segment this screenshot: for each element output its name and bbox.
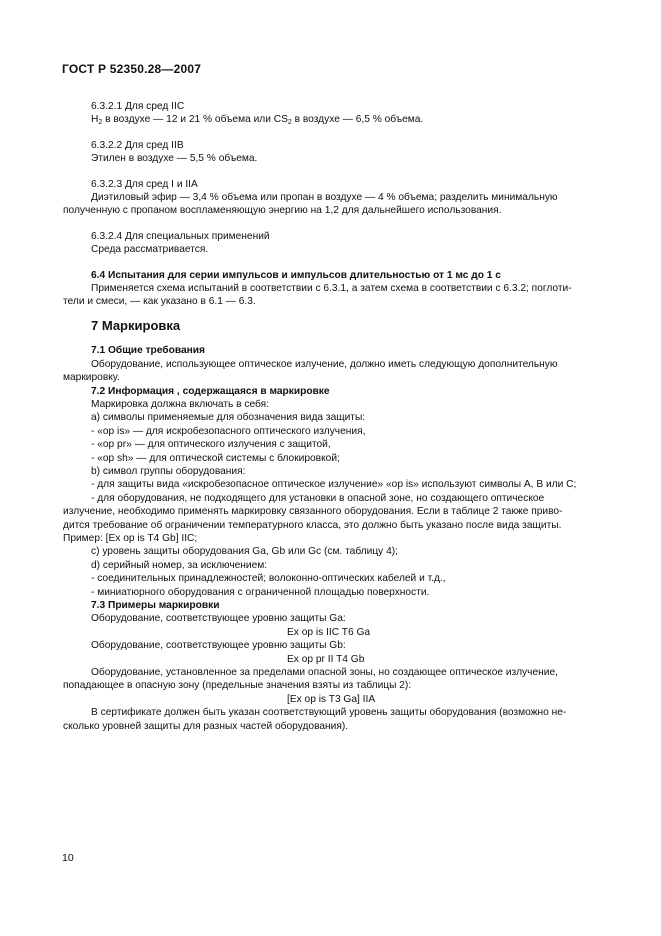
example-3-text-1: Оборудование, установленное за пределами опасной зоны, но создающее оптическое излучение, [91,667,558,679]
example-1-marking: Ex op is IIC T6 Ga [287,626,371,638]
example-3-text-2: попадающее в опасную зону (предельные значения взяты из таблицы 2): [63,680,412,692]
section-6-3-2-2-title: 6.3.2.2 Для сред IIB [91,139,184,151]
marking-line: Маркировка должна включать в себя: [91,398,270,410]
section-7-1-text-2: маркировку. [63,372,120,384]
example-2-marking: Ex op pr II T4 Gb [287,653,365,665]
section-7-2-title: 7.2 Информация , содержащаяся в маркировке [91,385,330,397]
certificate-note-1: В сертификате должен быть указан соответствующий уровень защиты оборудования (возможно не- [91,707,567,719]
section-6-3-2-2-text: Этилен в воздухе — 5,5 % объема. [91,153,258,165]
section-6-4-title: 6.4 Испытания для серии импульсов и импульсов длительностью от 1 мс до 1 с [91,269,501,281]
cs-subscript: 2 [287,119,292,127]
page-number: 10 [62,852,74,864]
example-1-text: Оборудование, соответствующее уровню защиты Ga: [91,613,346,625]
section-7-3-title: 7.3 Примеры маркировки [91,600,220,611]
example-3-marking: [Ex op is T3 Ga] IIA [287,693,376,705]
section-6-3-2-3-text-1: Диэтиловый эфир — 3,4 % объема или пропан в воздухе — 4 % объема; разделить минимальную [91,192,558,204]
associated-equipment-example: Пример: [Ex op is T4 Gb] IIC; [63,532,198,544]
h-subscript: 2 [98,119,103,127]
marking-line: а) символы применяемые для обозначения вида защиты: [91,412,366,424]
section-7-1-title: 7.1 Общие требования [91,345,205,357]
section-6-4-text-1: Применяется схема испытаний в соответствии с 6.3.1, а затем схема в соответствии с 6.3.2; поглоти- [91,283,572,295]
section-6-3-2-1-title: 6.3.2.1 Для сред IIC [91,101,185,112]
example-2-text: Оборудование, соответствующее уровню защиты Gb: [91,640,346,652]
cs-text: в воздухе — 12 и 21 % объема или CS [102,114,288,126]
associated-equipment-line-3: дится требование об ограничении температурного класса, это должно быть указано после вида защиты. [63,519,562,531]
section-6-3-2-3-title: 6.3.2.3 Для сред I и IIA [91,178,198,190]
document-header: ГОСТ Р 52350.28—2007 [62,62,202,76]
marking-line: с) уровень защиты оборудования Ga, Gb или Gc (см. таблицу 4); [91,546,398,558]
marking-line: - «op sh» — для оптической системы с блокировкой; [91,452,340,464]
marking-line: - для защиты вида «искробезопасное оптическое излучение» «op is» используют символы А, В или С; [91,479,577,491]
section-7-1-text-1: Оборудование, использующее оптическое излучение, должно иметь следующую дополнительную [91,358,558,370]
section-6-3-2-3-text-2: полученную с пропаном воспламеняющую энергию на 1,2 для дальнейшего использования. [63,205,502,217]
certificate-note-2: сколько уровней защиты для разных частей оборудования). [63,720,349,732]
section-6-3-2-1-text [91,113,600,126]
marking-line: - миниатюрного оборудования с ограниченной площадью поверхности. [91,586,430,598]
h-symbol: H [91,114,99,126]
section-7-heading: 7 Маркировка [91,317,181,333]
marking-line: - соединительных принадлежностей; волоконно-оптических кабелей и т.д., [91,573,446,585]
marking-line: - «op pr» — для оптического излучения с защитой, [91,439,331,451]
associated-equipment-line-2: излучение, необходимо применять маркировку связанного оборудования. Если в таблице 2 также приво- [63,506,563,518]
marking-line: - «op is» — для искробезопасного оптического излучения, [91,425,366,437]
cs-tail: в воздухе — 6,5 % объема. [291,114,424,126]
section-6-3-2-4-text: Среда рассматривается. [91,244,209,256]
section-6-4-text-2: тели и смеси, — как указано в 6.1 — 6.3. [63,296,256,308]
marking-line: d) серийный номер, за исключением: [91,559,268,571]
document-body [63,100,600,733]
associated-equipment-line-1: - для оборудования, не подходящего для установки в опасной зоне, но создающего оптическое [91,492,545,504]
marking-line: b) символ группы оборудования: [91,465,246,477]
section-6-3-2-4-title: 6.3.2.4 Для специальных применений [91,230,270,242]
